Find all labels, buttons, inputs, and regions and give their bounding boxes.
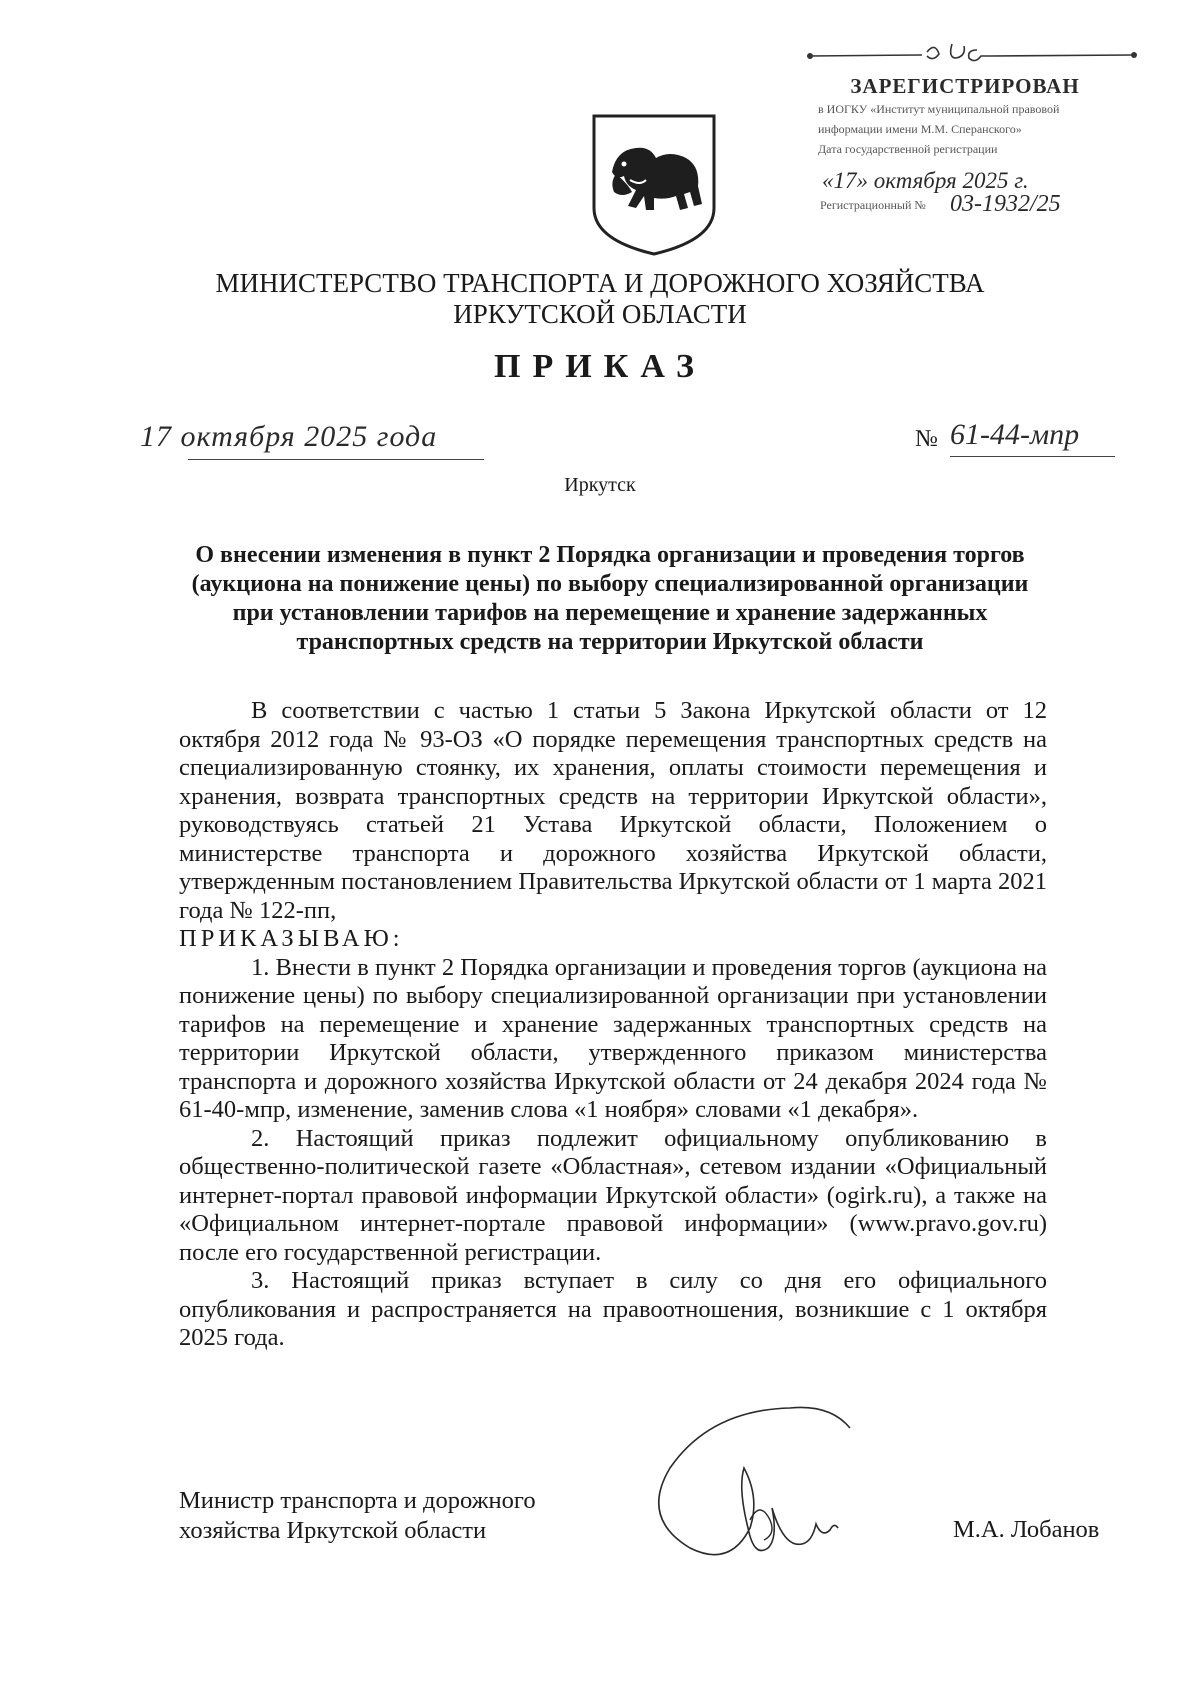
city: Иркутск <box>564 474 636 496</box>
order-word: ПРИКАЗЫВАЮ: <box>179 925 404 952</box>
stamp-date: «17» октября 2025 г. <box>822 168 1029 193</box>
document-body <box>179 697 1047 1353</box>
ministry-name <box>0 268 1200 330</box>
document-type: ПРИКАЗ <box>494 348 706 385</box>
stamp-reg-number: 03-1932/25 <box>950 191 1061 217</box>
handwritten-date: 17 октября 2025 года <box>140 420 438 453</box>
stamp-reg-label: Регистрационный № <box>820 198 926 212</box>
stamp-title: ЗАРЕГИСТРИРОВАН <box>850 74 1080 98</box>
signer-position-line-2: хозяйства Иркутской области <box>179 1517 487 1544</box>
number-label: № <box>915 426 938 452</box>
item-1-paragraph: 1. Внести в пункт 2 Порядка организации и проведения торгов (аукциона на понижение цены) по выбору специализированной организации при установлении тарифов на перемещение и хранение задержанных транспортных средств на территории Иркутской области, утвержденного приказом министерства транспорта и дорожного хозяйства Иркутской области от 24 декабря 2024 года № 61-40-мпр, изменение, заменив слова «1 ноября» словами «1 декабря». <box>179 953 1047 1123</box>
date-underline <box>188 459 484 460</box>
handwritten-signature <box>640 1400 940 1570</box>
item-2-paragraph: 2. Настоящий приказ подлежит официальному опубликованию в общественно-политической газете «Областная», сетевом издании «Официальный интернет-портал правовой информации Иркутской области» (ogirk.ru), а также на «Официальном интернет-портале правовой информации» (www.pravo.gov.ru) после его государственной регистрации. <box>179 1124 1047 1266</box>
document-title: О внесении изменения в пункт 2 Порядка организации и проведения торгов (аукциона на понижение цены) по выбору специализированной организации при установлении тарифов на перемещение и хранение задержанных транспортных средств на территории Иркутской области <box>191 542 1029 655</box>
ministry-line-2: ИРКУТСКОЙ ОБЛАСТИ <box>453 299 747 329</box>
coat-of-arms-icon <box>590 112 718 258</box>
number-underline <box>950 456 1115 457</box>
signer-name: М.А. Лобанов <box>953 1516 1100 1543</box>
stamp-line-2: информации имени М.М. Сперанского» <box>818 122 1022 136</box>
ministry-line-1: МИНИСТЕРСТВО ТРАНСПОРТА И ДОРОЖНОГО ХОЗЯЙСТВА <box>215 268 985 298</box>
signer-position <box>179 1486 536 1546</box>
stamp-signature-scribble <box>802 38 1142 68</box>
item-3-paragraph: 3. Настоящий приказ вступает в силу со дня его официального опубликования и распространяется на правоотношения, возникшие с 1 октября 2025 года. <box>179 1267 1047 1351</box>
preamble-paragraph: В соответствии с частью 1 статьи 5 Закона Иркутской области от 12 октября 2012 года № 93-ОЗ «О порядке перемещения транспортных средств на специализированную стоянку, их хранения, оплаты стоимости перемещения и хранения, возврата транспортных средств на территории Иркутской области», руководствуясь статьей 21 Устава Иркутской области, Положением о министерстве транспорта и дорожного хозяйства Иркутской области, утвержденным постановлением Правительства Иркутской области от 1 марта 2021 года № 122-пп, <box>179 697 1047 924</box>
stamp-line-1: в ИОГКУ «Институт муниципальной правовой <box>818 102 1060 116</box>
stamp-line-3: Дата государственной регистрации <box>818 142 998 156</box>
signer-position-line-1: Министр транспорта и дорожного <box>179 1487 536 1514</box>
handwritten-number: 61-44-мпр <box>950 418 1080 451</box>
